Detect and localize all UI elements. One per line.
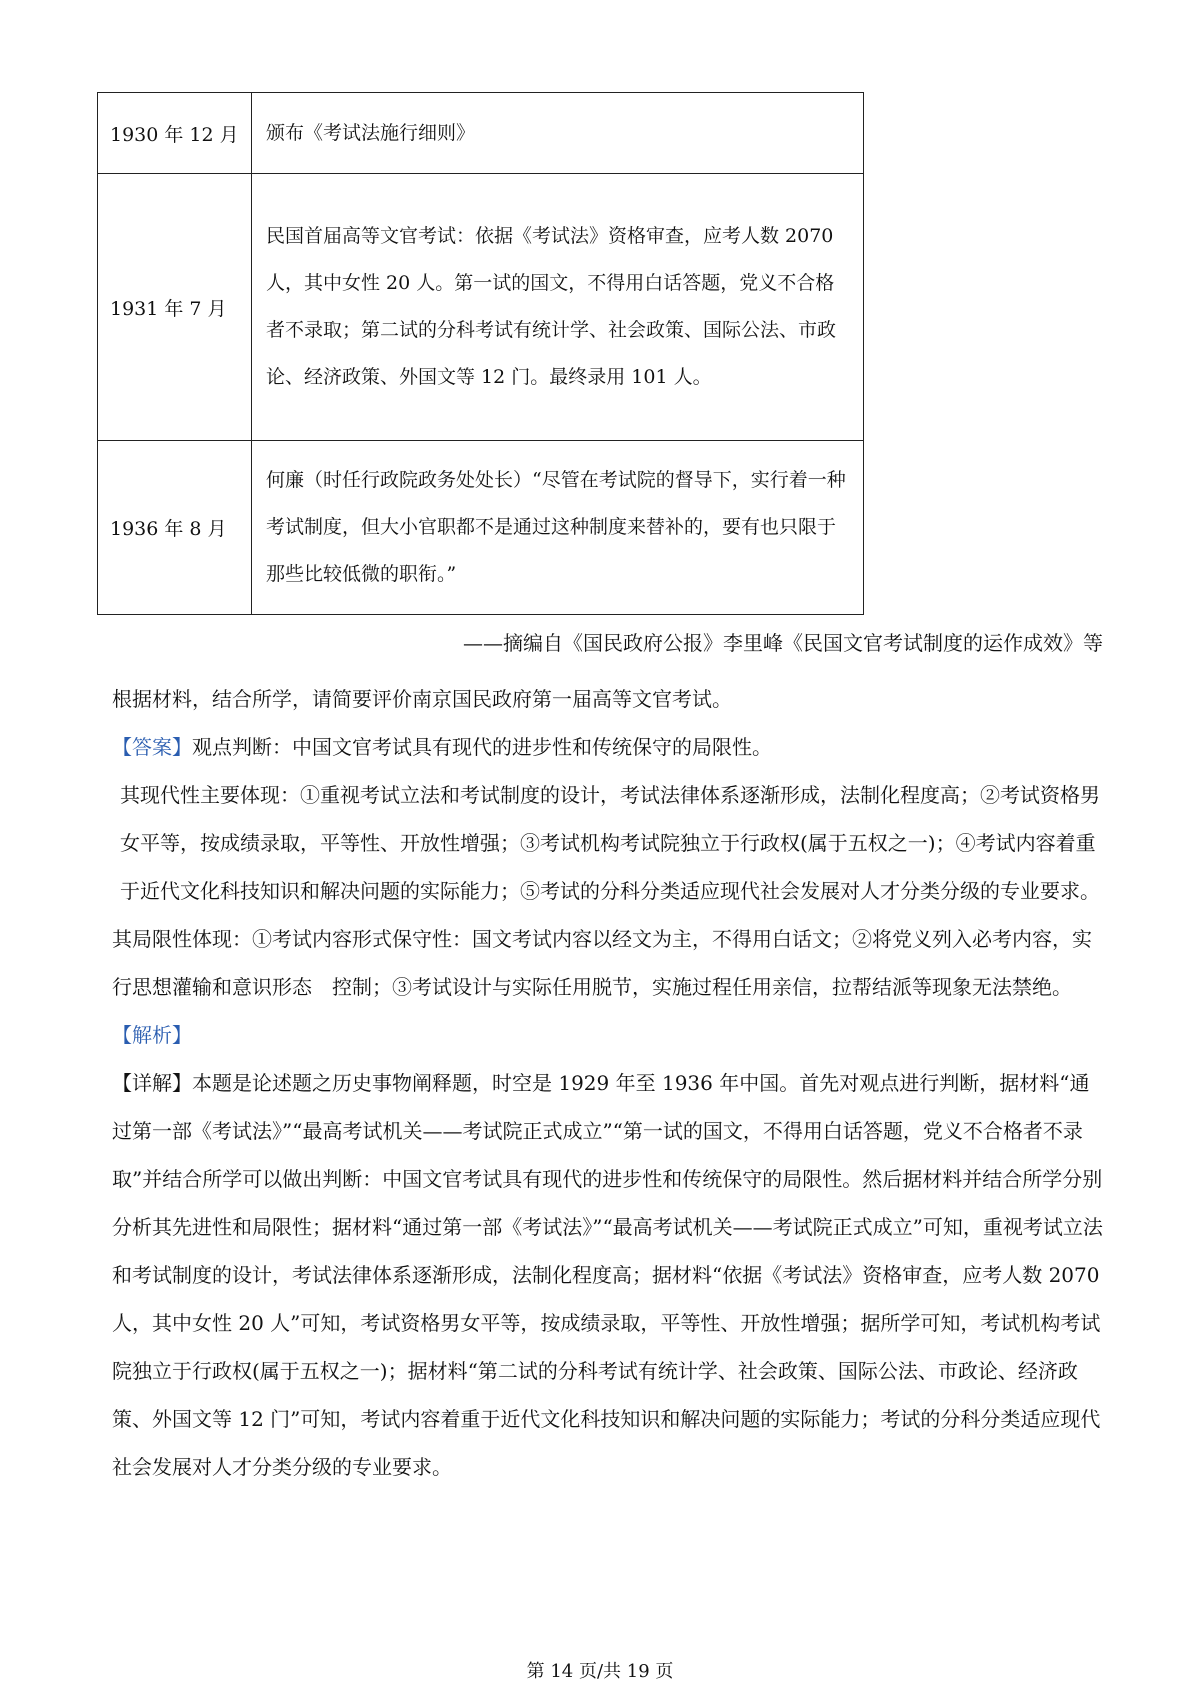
detail-paragraph	[112, 1059, 1104, 1491]
analysis-tag: 【解析】	[112, 1023, 192, 1047]
detail-tag: 【详解】	[112, 1071, 192, 1095]
table-row	[98, 174, 864, 441]
question-text: 根据材料，结合所学，请简要评价南京国民政府第一届高等文官考试。	[112, 687, 732, 711]
answer-body	[112, 675, 1104, 1491]
date-cell: 1931 年 7 月	[98, 174, 252, 441]
date-cell: 1930 年 12 月	[98, 93, 252, 174]
limitation-paragraph: 其局限性体现：①考试内容形式保守性：国文考试内容以经文为主，不得用白话文；②将党义列入必考内容，实行思想灌输和意识形态 控制；③考试设计与实际任用脱节，实施过程任用亲信，拉帮结派等现象无法禁绝。	[112, 927, 1092, 999]
answer-paragraph	[112, 723, 1104, 771]
answer-tag: 【答案】	[112, 735, 192, 759]
answer-intro: 观点判断：中国文官考试具有现代的进步性和传统保守的局限性。	[192, 735, 772, 759]
page-number: 第 14 页/共 19 页	[526, 1661, 674, 1682]
source-citation: ——摘编自《国民政府公报》李里峰《民国文官考试制度的运作成效》等	[463, 631, 1103, 655]
date-cell: 1936 年 8 月	[98, 441, 252, 615]
table-row	[98, 441, 864, 615]
detail-text: 本题是论述题之历史事物阐释题，时空是 1929 年至 1936 年中国。首先对观点进行判断，据材料“通过第一部《考试法》”“最高考试机关——考试院正式成立”“第一试的国文，不得用白话答题，党义不合格者不录取”并结合所学可以做出判断：中国文官考试具有现代的进步性和传统保守的局限性。然后据材料并结合所学分别分析其先进性和局限性；据材料“通过第一部《考试法》”“最高考试机关——考试院正式成立”可知，重视考试立法和考试制度的设计，考试法律体系逐渐形成，法制化程度高；据材料“依据《考试法》资格审查，应考人数 2070 人，其中女性 20 人”可知，考试资格男女平等，按成绩录取，平等性、开放性增强；据所学可知，考试机构考试院独立于行政权(属于五权之一)；据材料“第二试的分科考试有统计学、社会政策、国际公法、市政论、经济政策、外国文等 12 门”可知，考试内容着重于近代文化科技知识和解决问题的实际能力；考试的分科分类适应现代社会发展对人才分类分级的专业要求。	[112, 1071, 1103, 1479]
modernity-paragraph: 其现代性主要体现：①重视考试立法和考试制度的设计，考试法律体系逐渐形成，法制化程度高；②考试资格男女平等，按成绩录取，平等性、开放性增强；③考试机构考试院独立于行政权(属于五权之一)；④考试内容着重于近代文化科技知识和解决问题的实际能力；⑤考试的分科分类适应现代社会发展对人才分类分级的专业要求。	[120, 783, 1100, 903]
table-row	[98, 93, 864, 174]
event-cell: 颁布《考试法施行细则》	[252, 93, 864, 174]
timeline-table	[97, 92, 864, 615]
event-cell: 何廉（时任行政院政务处处长）“尽管在考试院的督导下，实行着一种考试制度，但大小官职都不是通过这种制度来替补的，要有也只限于那些比较低微的职衔。”	[252, 441, 864, 615]
event-cell: 民国首届高等文官考试：依据《考试法》资格审查，应考人数 2070 人，其中女性 20 人。第一试的国文，不得用白话答题，党义不合格者不录取；第二试的分科考试有统计学、社会政策、国际公法、市政论、经济政策、外国文等 12 门。最终录用 101 人。	[252, 174, 864, 441]
